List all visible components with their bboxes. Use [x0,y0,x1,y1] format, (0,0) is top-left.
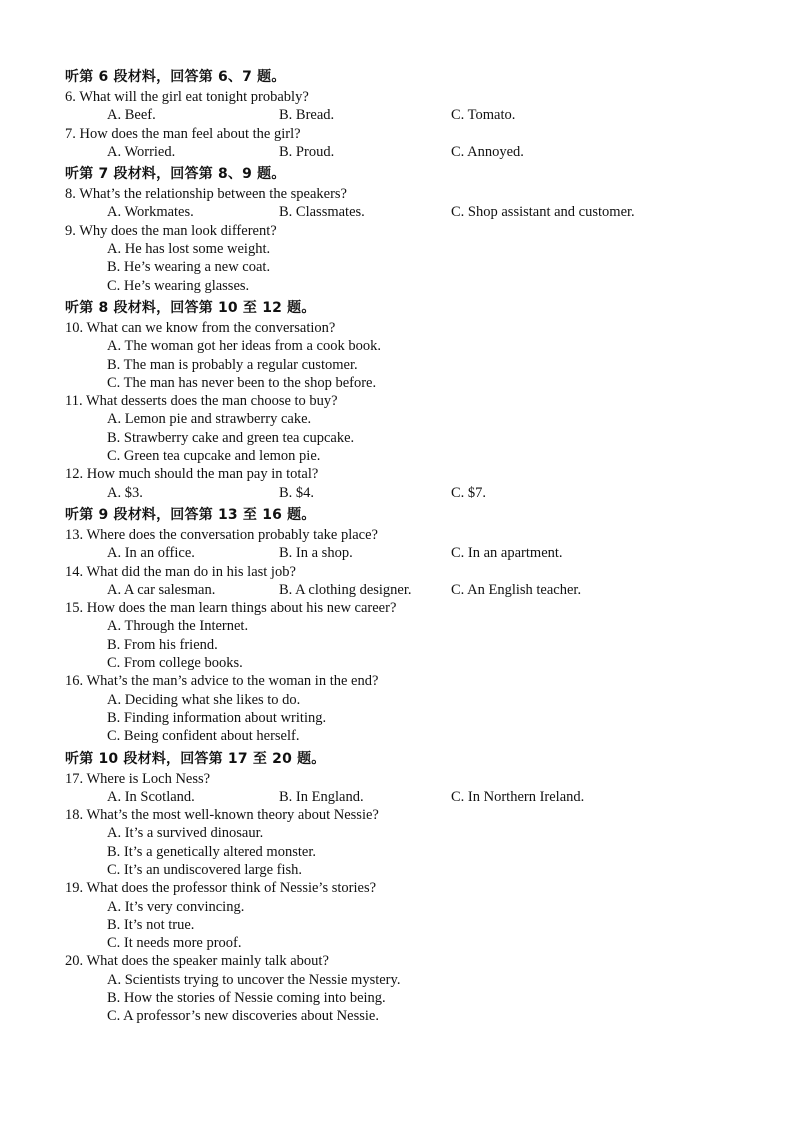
option-a: A. Deciding what she likes to do. [107,691,301,708]
option-a: A. Workmates. [107,204,194,221]
option-c: C. It’s an undiscovered large fish. [107,861,303,878]
question-text: 7. How does the man feel about the girl? [65,125,301,142]
section-header: 听第 7 段材料，回答第 8、9 题。 [65,166,286,183]
question-text: 15. How does the man learn things about his new career? [65,600,397,617]
option-c: C. In Northern Ireland. [451,788,585,805]
option-a: A. $3. [107,484,143,501]
answer-options [65,143,765,161]
question-text: 12. How much should the man pay in total? [65,466,319,483]
option-c: C. A professor’s new discoveries about Nessie. [107,1008,379,1025]
answer-options [65,106,765,124]
answer-options [65,410,765,465]
answer-options [65,544,765,562]
option-c: C. $7. [451,484,487,501]
answer-options [65,971,765,1026]
answer-options [65,898,765,953]
option-a: A. Scientists trying to uncover the Nessie mystery. [107,971,401,988]
option-c: C. Shop assistant and customer. [451,204,635,221]
question-text: 13. Where does the conversation probably take place? [65,526,378,543]
option-a: A. In Scotland. [107,788,195,805]
option-b: B. From his friend. [107,636,218,653]
option-a: A. The woman got her ideas from a cook book. [107,338,381,355]
option-a: A. A car salesman. [107,581,216,598]
option-c: C. An English teacher. [451,581,582,598]
question-text: 19. What does the professor think of Nessie’s stories? [65,880,377,897]
option-a: A. Lemon pie and strawberry cake. [107,411,312,428]
option-b: B. In England. [279,788,364,805]
question-text: 6. What will the girl eat tonight probably? [65,89,309,105]
answer-options [65,337,765,392]
question-text: 8. What’s the relationship between the speakers? [65,186,347,203]
section-header: 听第 6 段材料，回答第 6、7 题。 [65,69,286,85]
option-b: B. It’s a genetically altered monster. [107,843,316,860]
question-text: 20. What does the speaker mainly talk about? [65,953,329,970]
answer-options [65,824,765,879]
answer-options [65,240,765,295]
answer-options [65,788,765,806]
answer-options [65,581,765,599]
option-b: B. Finding information about writing. [107,709,327,726]
option-c: C. Being confident about herself. [107,728,300,745]
option-a: A. It’s very convincing. [107,898,245,915]
question-text: 10. What can we know from the conversation? [65,319,336,336]
option-a: A. He has lost some weight. [107,241,271,258]
option-b: B. He’s wearing a new coat. [107,259,271,276]
option-a: A. Beef. [107,107,156,124]
option-c: C. In an apartment. [451,545,563,562]
option-b: B. A clothing designer. [279,581,412,598]
option-b: B. $4. [279,484,315,501]
option-b: B. The man is probably a regular customer. [107,356,358,373]
option-c: C. He’s wearing glasses. [107,277,250,294]
question-text: 17. Where is Loch Ness? [65,770,211,787]
answer-options [65,203,765,221]
question-text: 14. What did the man do in his last job? [65,563,296,580]
option-a: A. Worried. [107,143,176,160]
option-c: C. Green tea cupcake and lemon pie. [107,448,321,465]
option-b: B. Bread. [279,107,335,124]
option-b: B. Classmates. [279,204,365,221]
question-text: 18. What’s the most well-known theory about Nessie? [65,807,379,824]
option-a: A. It’s a survived dinosaur. [107,825,264,842]
section-header: 听第 8 段材料，回答第 10 至 12 题。 [65,299,316,316]
option-c: C. It needs more proof. [107,935,242,952]
option-c: C. Tomato. [451,107,516,124]
option-b: B. Strawberry cake and green tea cupcake. [107,429,355,446]
section-header: 听第 9 段材料，回答第 13 至 16 题。 [65,506,316,523]
option-b: B. It’s not true. [107,916,195,933]
answer-options [65,691,765,746]
section-header: 听第 10 段材料，回答第 17 至 20 题。 [65,750,326,767]
answer-options [65,484,765,502]
answer-options [65,617,765,672]
exam-page [65,68,765,1026]
option-c: C. Annoyed. [451,143,524,160]
option-a: A. Through the Internet. [107,618,249,635]
option-b: B. How the stories of Nessie coming into being. [107,990,386,1007]
question-text: 16. What’s the man’s advice to the woman in the end? [65,673,379,690]
question-text: 9. Why does the man look different? [65,222,277,239]
option-a: A. In an office. [107,545,195,562]
option-c: C. The man has never been to the shop before. [107,374,377,391]
question-text: 11. What desserts does the man choose to buy? [65,393,338,410]
option-c: C. From college books. [107,655,243,672]
option-b: B. Proud. [279,143,335,160]
option-b: B. In a shop. [279,545,353,562]
